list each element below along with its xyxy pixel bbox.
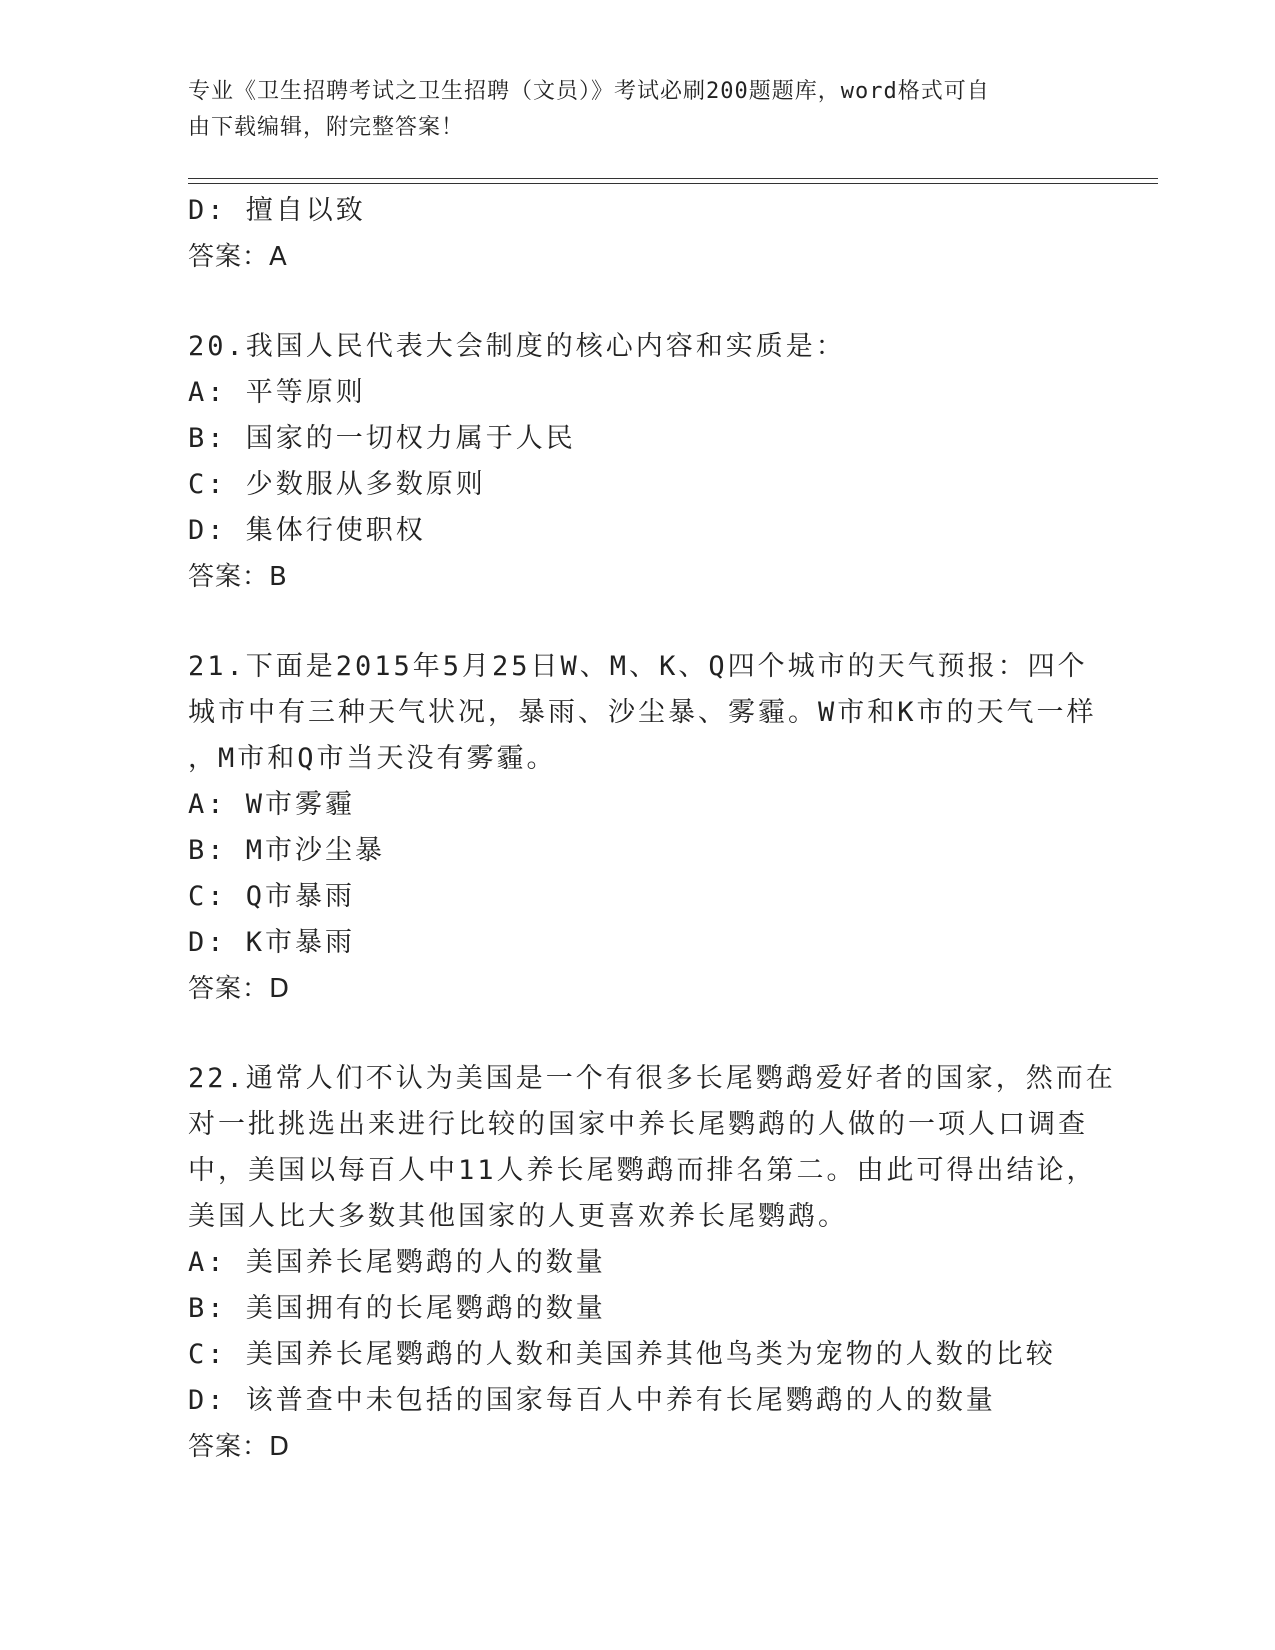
option-c: C: 少数服从多数原则: [188, 469, 486, 500]
question-stem: [188, 644, 1097, 782]
option-b: B: 美国拥有的长尾鹦鹉的数量: [188, 1293, 606, 1324]
option-d: D: 擅自以致: [188, 195, 366, 226]
answer: 答案：A: [188, 242, 288, 272]
stem-line: 美国人比大多数其他国家的人更喜欢养长尾鹦鹉。: [188, 1201, 848, 1232]
question-list: [188, 188, 1116, 1470]
option-c: C: Q市暴雨: [188, 881, 356, 912]
answer: 答案：D: [188, 1432, 291, 1462]
option-a: A: 平等原则: [188, 377, 366, 408]
question-stem: [188, 1056, 1116, 1240]
question-22: [188, 1056, 1116, 1470]
stem-line: 22.通常人们不认为美国是一个有很多长尾鹦鹉爱好者的国家，然而在: [188, 1063, 1116, 1094]
option-c: C: 美国养长尾鹦鹉的人数和美国养其他鸟类为宠物的人数的比较: [188, 1339, 1056, 1370]
option-a: A: 美国养长尾鹦鹉的人的数量: [188, 1247, 606, 1278]
header-rule-top: [188, 178, 1158, 179]
document-header: [188, 74, 1068, 146]
stem-line: 20.我国人民代表大会制度的核心内容和实质是：: [188, 331, 846, 362]
option-d: D: K市暴雨: [188, 927, 356, 958]
stem-line: 对一批挑选出来进行比较的国家中养长尾鹦鹉的人做的一项人口调查: [188, 1109, 1088, 1140]
option-a: A: W市雾霾: [188, 789, 356, 820]
header-line-2: 由下载编辑，附完整答案！: [188, 115, 465, 140]
stem-line: 城市中有三种天气状况，暴雨、沙尘暴、雾霾。W市和K市的天气一样: [188, 697, 1097, 728]
question-21: [188, 644, 1097, 1012]
answer: 答案：B: [188, 562, 288, 592]
stem-line: 中，美国以每百人中11人养长尾鹦鹉而排名第二。由此可得出结论，: [188, 1155, 1097, 1186]
question-stem: [188, 324, 1088, 370]
question-19-tail: [188, 188, 1088, 280]
answer: 答案：D: [188, 974, 291, 1004]
option-b: B: 国家的一切权力属于人民: [188, 423, 576, 454]
question-20: [188, 324, 1088, 600]
header-line-1: 专业《卫生招聘考试之卫生招聘（文员）》考试必刷200题题库，word格式可自: [188, 79, 990, 104]
stem-line: 21.下面是2015年5月25日W、M、K、Q四个城市的天气预报：四个: [188, 651, 1088, 682]
option-d: D: 该普查中未包括的国家每百人中养有长尾鹦鹉的人的数量: [188, 1385, 996, 1416]
option-b: B: M市沙尘暴: [188, 835, 386, 866]
option-d: D: 集体行使职权: [188, 515, 426, 546]
header-rule-bottom: [188, 183, 1158, 184]
stem-line: ，M市和Q市当天没有雾霾。: [188, 743, 557, 774]
